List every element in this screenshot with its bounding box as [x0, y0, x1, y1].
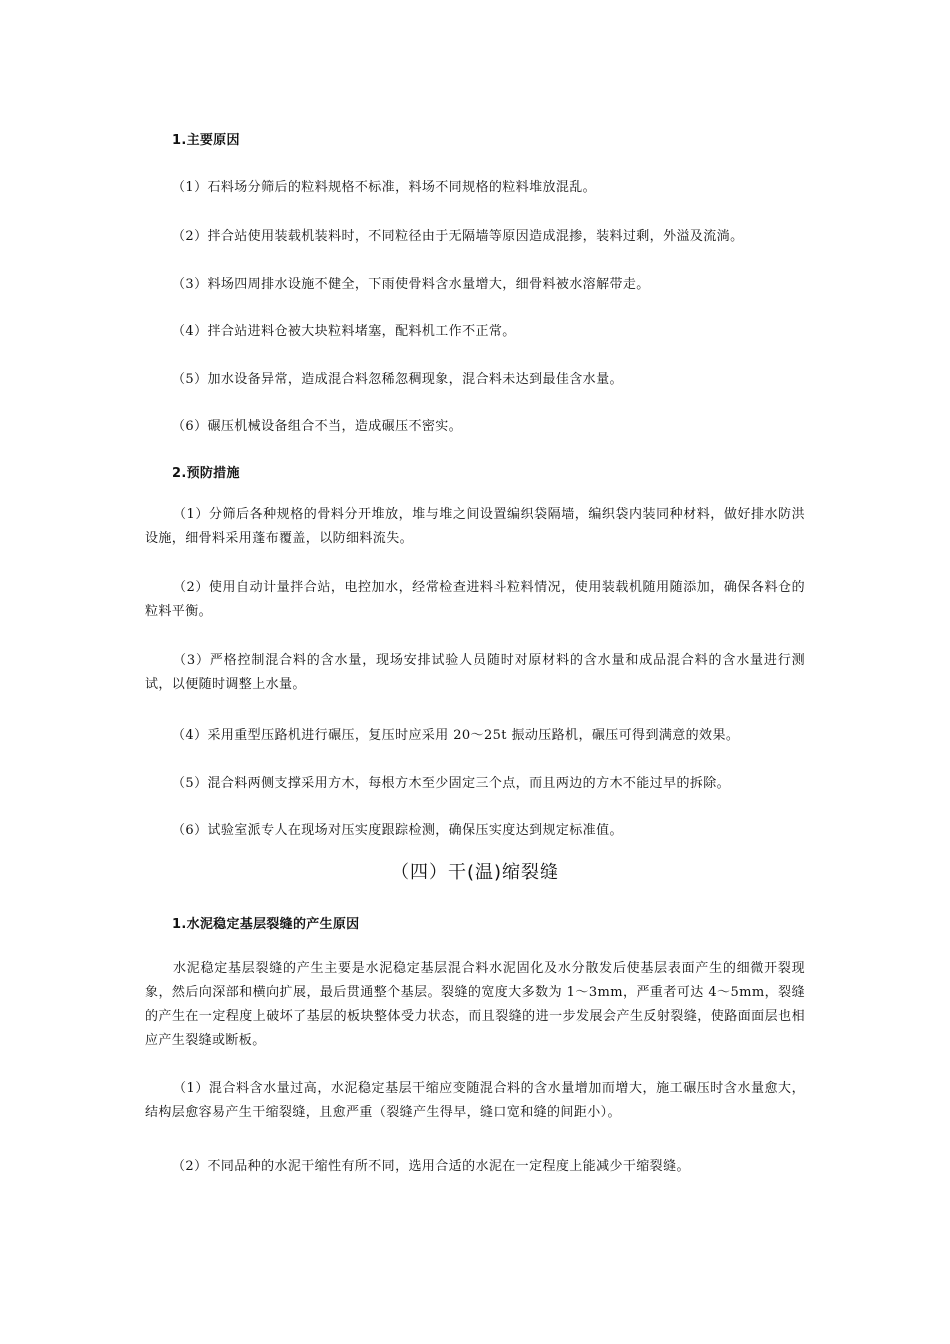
cause-item-5: （5）加水设备异常，造成混合料忽稀忽稠现象，混合料未达到最佳含水量。 [172, 372, 623, 387]
prevention-item-4: （4）采用重型压路机进行碾压，复压时应采用 20～25t 振动压路机，碾压可得到满意的效果。 [172, 728, 740, 743]
prevention-para-1: （1）分筛后各种规格的骨料分开堆放，堆与堆之间设置编织袋隔墙，编织袋内装同种材料，做好排水防洪设施，细骨料采用蓬布覆盖，以防细料流失。 [145, 507, 805, 546]
cause-item-3: （3）料场四周排水设施不健全，下雨使骨料含水量增大，细骨料被水溶解带走。 [172, 277, 650, 292]
prevention-para-2: （2）使用自动计量拌合站，电控加水，经常检查进料斗粒料情况，使用装载机随用随添加，确保各料仓的粒料平衡。 [145, 580, 805, 619]
crack-cause-para-1: （1）混合料含水量过高，水泥稳定基层干缩应变随混合料的含水量增加而增大，施工碾压时含水量愈大，结构层愈容易产生干缩裂缝，且愈严重（裂缝产生得早，缝口宽和缝的间距小）。 [145, 1081, 805, 1120]
section-title-shrinkage-cracks: （四）干(温)缩裂缝 [390, 862, 560, 883]
cause-item-2: （2）拌合站使用装载机装料时，不同粒径由于无隔墙等原因造成混掺，装料过剩，外溢及流淌。 [172, 229, 744, 244]
crack-intro-para: 水泥稳定基层裂缝的产生主要是水泥稳定基层混合料水泥固化及水分散发后使基层表面产生的细微开裂现象，然后向深部和横向扩展，最后贯通整个基层。裂缝的宽度大多数为 1～3mm，严重者可达 4～5mm，裂缝的产生在一定程度上破坏了基层的板块整体受力状态，而且裂缝的进一步发展会产生反射裂缝，使路面面层也相应产生裂缝或断板。 [145, 961, 805, 1048]
section-heading-main-causes: 1.主要原因 [172, 133, 240, 148]
prevention-item-6: （6）试验室派专人在现场对压实度跟踪检测，确保压实度达到规定标准值。 [172, 823, 623, 838]
cause-item-6: （6）碾压机械设备组合不当，造成碾压不密实。 [172, 419, 463, 434]
prevention-para-3: （3）严格控制混合料的含水量，现场安排试验人员随时对原材料的含水量和成品混合料的含水量进行测试，以便随时调整上水量。 [145, 653, 805, 692]
crack-cause-item-2: （2）不同品种的水泥干缩性有所不同，选用合适的水泥在一定程度上能减少干缩裂缝。 [172, 1159, 690, 1174]
cause-item-1: （1）石料场分筛后的粒料规格不标准，料场不同规格的粒料堆放混乱。 [172, 180, 597, 195]
section-heading-prevention: 2.预防措施 [172, 466, 240, 481]
cause-item-4: （4）拌合站进料仓被大块粒料堵塞，配料机工作不正常。 [172, 324, 516, 339]
section-heading-crack-causes: 1.水泥稳定基层裂缝的产生原因 [172, 917, 360, 932]
prevention-item-5: （5）混合料两侧支撑采用方木，每根方木至少固定三个点，而且两边的方木不能过早的拆除。 [172, 776, 731, 791]
